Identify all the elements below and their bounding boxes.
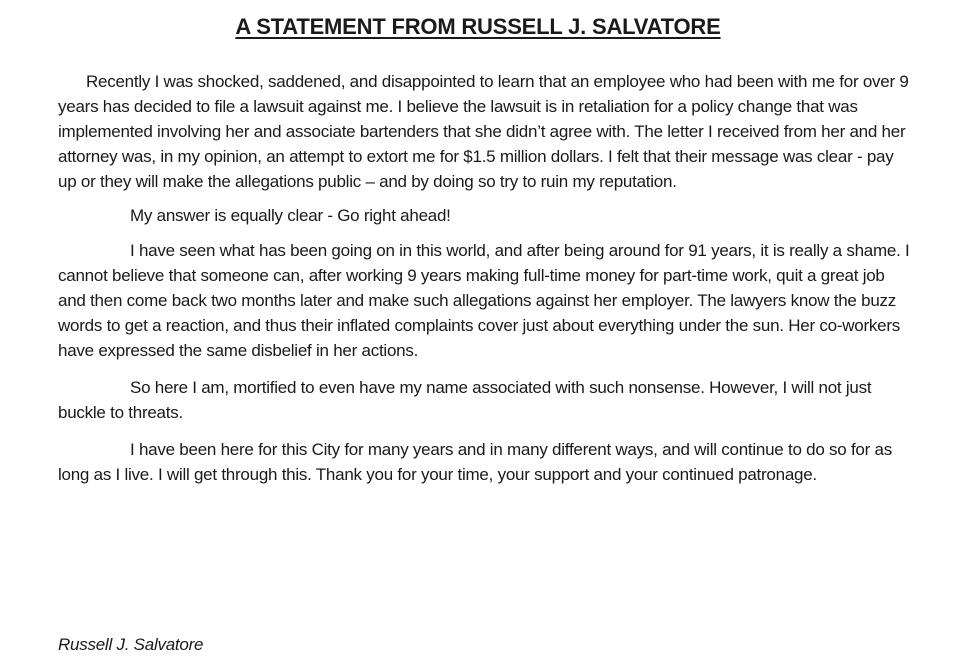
document-title: A STATEMENT FROM RUSSELL J. SALVATORE [235,14,721,39]
signature: Russell J. Salvatore [58,635,204,654]
paragraph-lawsuit: Recently I was shocked, saddened, and disappointed to learn that an employee who had been with me for over 9 years has decided to file a lawsuit against me. I believe the lawsuit is in retaliation for a policy change that was implemented involving her and associate bartenders that she didn’t agree with. The letter I received from her and her attorney was, in my opinion, an attempt to extort me for $1.5 million dollars. I felt that their message was clear - pay up or they will make the allegations public – and by doing so try to ruin my reputation. [58,72,909,191]
paragraph-world: I have seen what has been going on in this world, and after being around for 91 years, it is really a shame. I cannot believe that someone can, after working 9 years making full-time money for part-time work, quit a great job and then come back two months later and make such allegations against her employer. The lawyers know the buzz words to get a reaction, and thus their inflated complaints cover just about everything under the sun. Her co-workers have expressed the same disbelief in her actions. [58,241,910,360]
statement-body [58,69,910,487]
paragraph-answer: My answer is equally clear - Go right ahead! [130,206,451,225]
paragraph-city: I have been here for this City for many years and in many different ways, and will continue to do so for as long as I live. I will get through this. Thank you for your time, your support and your continued patronage. [58,440,892,484]
paragraph-nonsense: So here I am, mortified to even have my name associated with such nonsense. However, I will not just buckle to threats. [58,378,872,422]
